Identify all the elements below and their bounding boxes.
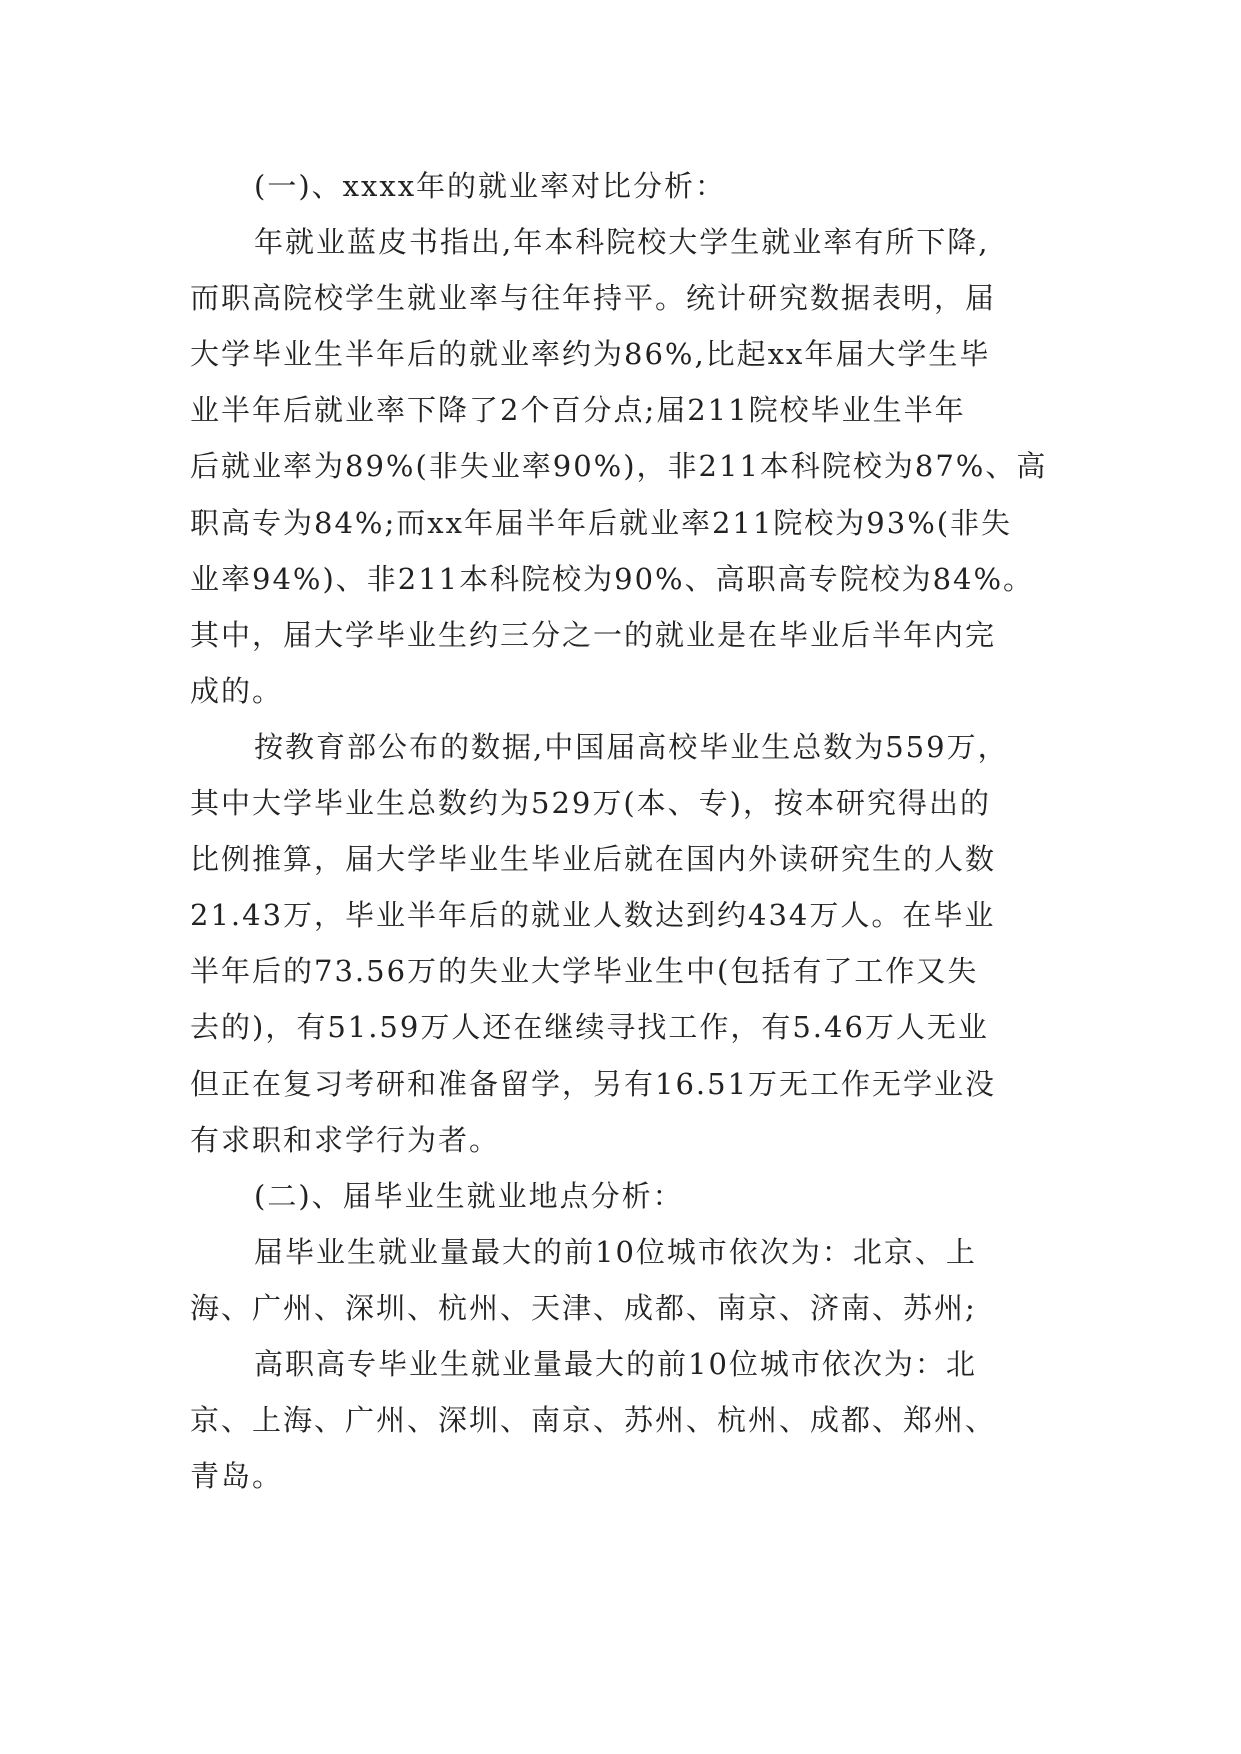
section-heading-employment-location: (二)、届毕业生就业地点分析： [254, 1178, 684, 1213]
document-body [190, 158, 1080, 1504]
paragraph-line: 高职高专毕业生就业量最大的前10位城市依次为：北 [254, 1346, 977, 1381]
paragraph-line: 海、广州、深圳、杭州、天津、成都、南京、济南、苏州; [190, 1290, 977, 1325]
paragraph-line: 按教育部公布的数据,中国届高校毕业生总数为559万， [254, 729, 1009, 764]
paragraph-line: 半年后的73.56万的失业大学毕业生中(包括有了工作又失 [190, 954, 979, 989]
paragraph-line: 有求职和求学行为者。 [190, 1122, 501, 1157]
paragraph-line: 比例推算，届大学毕业生毕业后就在国内外读研究生的人数 [190, 842, 997, 877]
paragraph-line: 但正在复习考研和准备留学，另有16.51万无工作无学业没 [190, 1066, 997, 1101]
paragraph-line: 其中，届大学毕业生约三分之一的就业是在毕业后半年内完 [190, 617, 997, 652]
section-heading-employment-rate: (一)、xxxx年的就业率对比分析： [254, 169, 727, 203]
paragraph-line: 年就业蓝皮书指出,年本科院校大学生就业率有所下降, [254, 225, 990, 260]
paragraph-line: 21.43万，毕业半年后的就业人数达到约434万人。在毕业 [190, 898, 996, 933]
paragraph-line: 大学毕业生半年后的就业率约为86%,比起xx年届大学生毕 [190, 337, 991, 372]
paragraph-line: 业率94%)、非211本科院校为90%、高职高专院校为84%。 [190, 561, 1035, 596]
paragraph-line: 届毕业生就业量最大的前10位城市依次为：北京、上 [254, 1234, 977, 1269]
paragraph-line: 业半年后就业率下降了2个百分点;届211院校毕业生半年 [190, 393, 966, 428]
paragraph-line: 成的。 [190, 673, 284, 708]
paragraph-line: 京、上海、广州、深圳、南京、苏州、杭州、成都、郑州、 [190, 1403, 997, 1438]
paragraph-line: 后就业率为89%(非失业率90%)，非211本科院校为87%、高 [190, 449, 1048, 484]
paragraph-line: 而职高院校学生就业率与往年持平。统计研究数据表明，届 [190, 281, 997, 316]
paragraph-line: 其中大学毕业生总数约为529万(本、专)，按本研究得出的 [190, 786, 991, 821]
paragraph-line: 去的)，有51.59万人还在继续寻找工作，有5.46万人无业 [190, 1010, 989, 1045]
paragraph-line: 青岛。 [190, 1459, 284, 1494]
paragraph-line: 职高专为84%;而xx年届半年后就业率211院校为93%(非失 [190, 505, 1013, 540]
